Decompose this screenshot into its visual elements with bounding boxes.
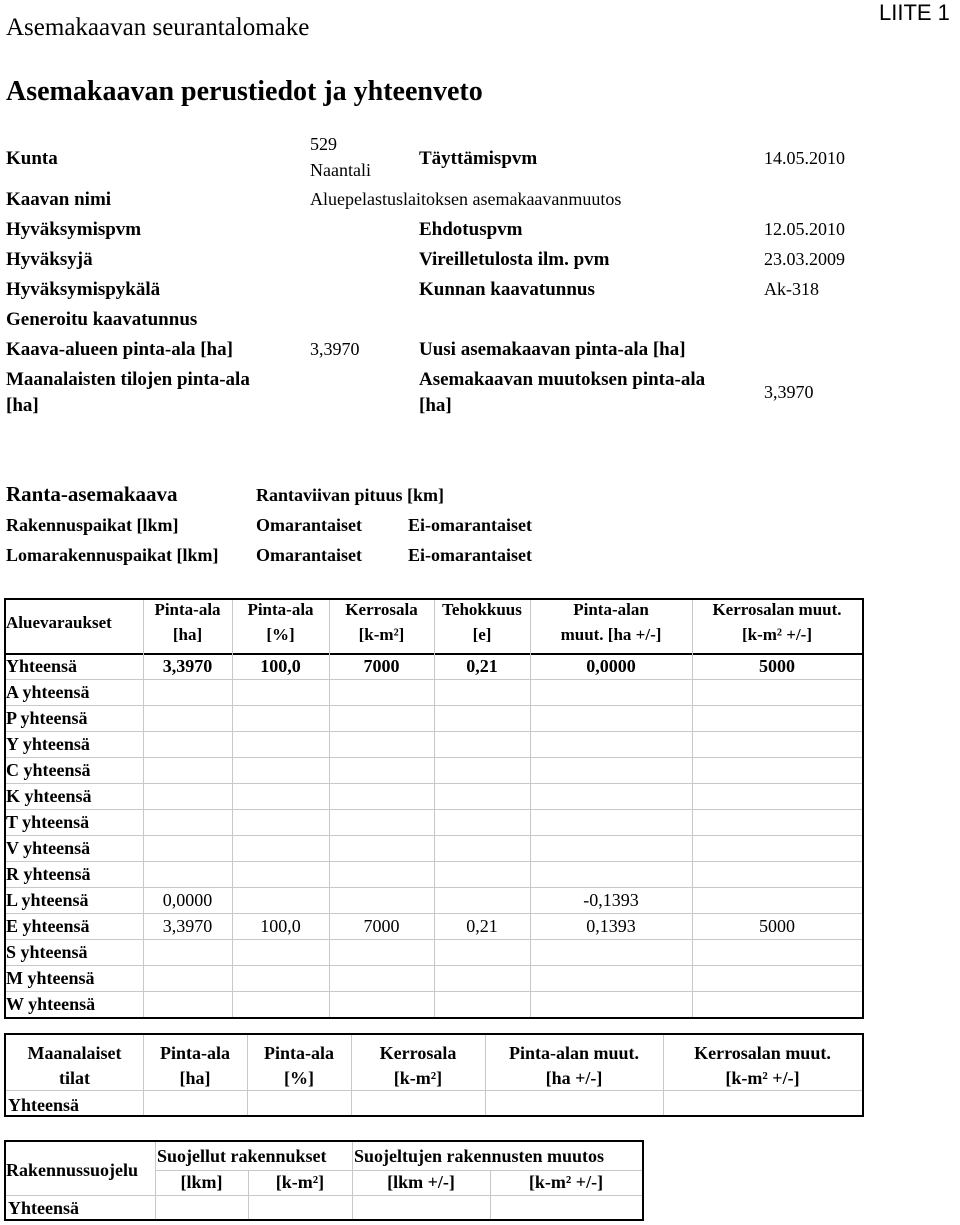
change-area-value: 3,3970 — [764, 382, 814, 402]
row-label: C yhteensä — [6, 760, 91, 780]
reservations-header-2-unit: [%] — [266, 625, 295, 644]
kunta-name: Naantali — [310, 160, 371, 180]
initiation-date-value: 23.03.2009 — [764, 249, 845, 269]
underground-header-floor-change-unit: [k-m² +/-] — [725, 1068, 800, 1088]
underground-header-area-change-unit: [ha +/-] — [545, 1068, 603, 1088]
row-label: P yhteensä — [6, 708, 88, 728]
building-sites-label: Rakennuspaikat [lkm] — [6, 515, 179, 535]
underground-header-area-ha-unit: [ha] — [179, 1068, 211, 1088]
reservations-header-2: Pinta-ala — [247, 600, 314, 619]
protection-sub-floor-change: [k-m² +/-] — [528, 1172, 604, 1192]
row-label: Y yhteensä — [6, 734, 90, 754]
municipal-code-value: Ak-318 — [764, 279, 819, 299]
underground-header-area-ha: Pinta-ala — [160, 1043, 230, 1063]
initiation-date-label: Vireilletulosta ilm. pvm — [419, 249, 610, 270]
protected-buildings-header: Suojellut rakennukset — [157, 1146, 327, 1166]
underground-area-label: Maanalaisten tilojen pinta-ala — [6, 369, 250, 390]
change-area-label: Asemakaavan muutoksen pinta-ala — [419, 369, 706, 390]
reservations-header-3-unit: [k-m²] — [358, 625, 405, 644]
underground-col-label-2: tilat — [59, 1068, 90, 1088]
table-cell: 3,3970 — [162, 656, 213, 676]
underground-area-unit: [ha] — [6, 395, 39, 416]
row-label: T yhteensä — [6, 812, 90, 832]
underground-header-floor-area: Kerrosala — [379, 1043, 457, 1063]
form-title: Asemakaavan seurantalomake — [6, 14, 310, 41]
row-label: R yhteensä — [6, 864, 91, 884]
table-cell: 100,0 — [260, 916, 301, 936]
table-cell: 0,21 — [466, 916, 498, 936]
kunta-code: 529 — [310, 134, 337, 154]
table-cell: 0,0000 — [162, 890, 213, 910]
underground-col-label: Maanalaiset — [27, 1043, 122, 1063]
protected-changes-header: Suojeltujen rakennusten muutos — [354, 1146, 605, 1166]
reservations-header-1: Pinta-ala — [154, 600, 221, 619]
table-cell: 5000 — [759, 656, 795, 676]
row-label: E yhteensä — [6, 916, 90, 936]
underground-total-label: Yhteensä — [8, 1095, 79, 1115]
underground-header-floor-change: Kerrosalan muut. — [694, 1043, 831, 1063]
holiday-sites-label: Lomarakennuspaikat [lkm] — [6, 545, 219, 565]
table-cell: 0,0000 — [586, 656, 636, 676]
filled-date-label: Täyttämispvm — [419, 148, 538, 169]
reservations-header-4: Tehokkuus — [442, 600, 522, 619]
table-cell: 5000 — [759, 916, 795, 936]
proposal-date-label: Ehdotuspvm — [419, 219, 523, 240]
table-cell: 7000 — [363, 656, 400, 676]
table-cell: 100,0 — [260, 656, 301, 676]
row-label: Yhteensä — [6, 656, 77, 676]
shoreline-length-label: Rantaviivan pituus [km] — [256, 485, 445, 505]
approval-section-label: Hyväksymispykälä — [6, 279, 161, 300]
plan-area-value: 3,3970 — [310, 339, 360, 359]
row-label: A yhteensä — [6, 682, 90, 702]
section-title: Asemakaavan perustiedot ja yhteenveto — [6, 76, 483, 107]
kunta-label: Kunta — [6, 148, 58, 169]
table-cell: 0,21 — [466, 656, 498, 676]
reservations-header-4-unit: [e] — [472, 625, 492, 644]
approver-label: Hyväksyjä — [6, 249, 93, 270]
reservations-header-1-unit: [ha] — [172, 625, 203, 644]
filled-date-value: 14.05.2010 — [764, 148, 845, 168]
change-area-unit: [ha] — [419, 395, 452, 416]
municipal-code-label: Kunnan kaavatunnus — [419, 279, 595, 300]
building-sites-non-shore: Ei-omarantaiset — [408, 515, 532, 535]
shore-plan-title: Ranta-asemakaava — [6, 482, 178, 506]
row-label: S yhteensä — [6, 942, 88, 962]
protection-total-label: Yhteensä — [8, 1198, 79, 1218]
row-label: V yhteensä — [6, 838, 91, 858]
row-label: W yhteensä — [6, 994, 96, 1014]
reservations-header-6: Kerrosalan muut. — [712, 600, 842, 619]
plan-name-value: Aluepelastuslaitoksen asemakaavanmuutos — [310, 189, 622, 209]
appendix-label: LIITE 1 — [879, 0, 950, 25]
protection-sub-floor: [k-m²] — [275, 1172, 325, 1192]
holiday-sites-non-shore: Ei-omarantaiset — [408, 545, 532, 565]
protection-label: Rakennussuojelu — [6, 1160, 139, 1180]
protection-sub-count: [lkm] — [180, 1172, 223, 1192]
reservations-header-3: Kerrosala — [345, 600, 418, 619]
reservations-header-6-unit: [k-m² +/-] — [741, 625, 813, 644]
proposal-date-value: 12.05.2010 — [764, 219, 845, 239]
row-label: L yhteensä — [6, 890, 89, 910]
building-sites-shore: Omarantaiset — [256, 515, 362, 535]
reservations-header-5: Pinta-alan — [573, 600, 649, 619]
table-cell: -0,1393 — [583, 890, 639, 910]
reservations-header-5-unit: muut. [ha +/-] — [560, 625, 662, 644]
underground-header-floor-area-unit: [k-m²] — [393, 1068, 443, 1088]
plan-area-label: Kaava-alueen pinta-ala [ha] — [6, 339, 233, 360]
underground-header-area-pct: Pinta-ala — [264, 1043, 334, 1063]
row-label: M yhteensä — [6, 968, 95, 988]
holiday-sites-shore: Omarantaiset — [256, 545, 362, 565]
reservations-header-label: Aluevaraukset — [6, 613, 112, 632]
generated-code-label: Generoitu kaavatunnus — [6, 309, 198, 330]
row-label: K yhteensä — [6, 786, 92, 806]
table-cell: 0,1393 — [586, 916, 636, 936]
new-plan-area-label: Uusi asemakaavan pinta-ala [ha] — [419, 339, 686, 360]
underground-header-area-pct-unit: [%] — [284, 1068, 314, 1088]
table-cell: 7000 — [363, 916, 400, 936]
approval-date-label: Hyväksymispvm — [6, 219, 142, 240]
underground-header-area-change: Pinta-alan muut. — [508, 1043, 640, 1063]
protection-sub-count-change: [lkm +/-] — [387, 1172, 455, 1192]
plan-name-label: Kaavan nimi — [6, 189, 112, 210]
table-cell: 3,3970 — [162, 916, 213, 936]
